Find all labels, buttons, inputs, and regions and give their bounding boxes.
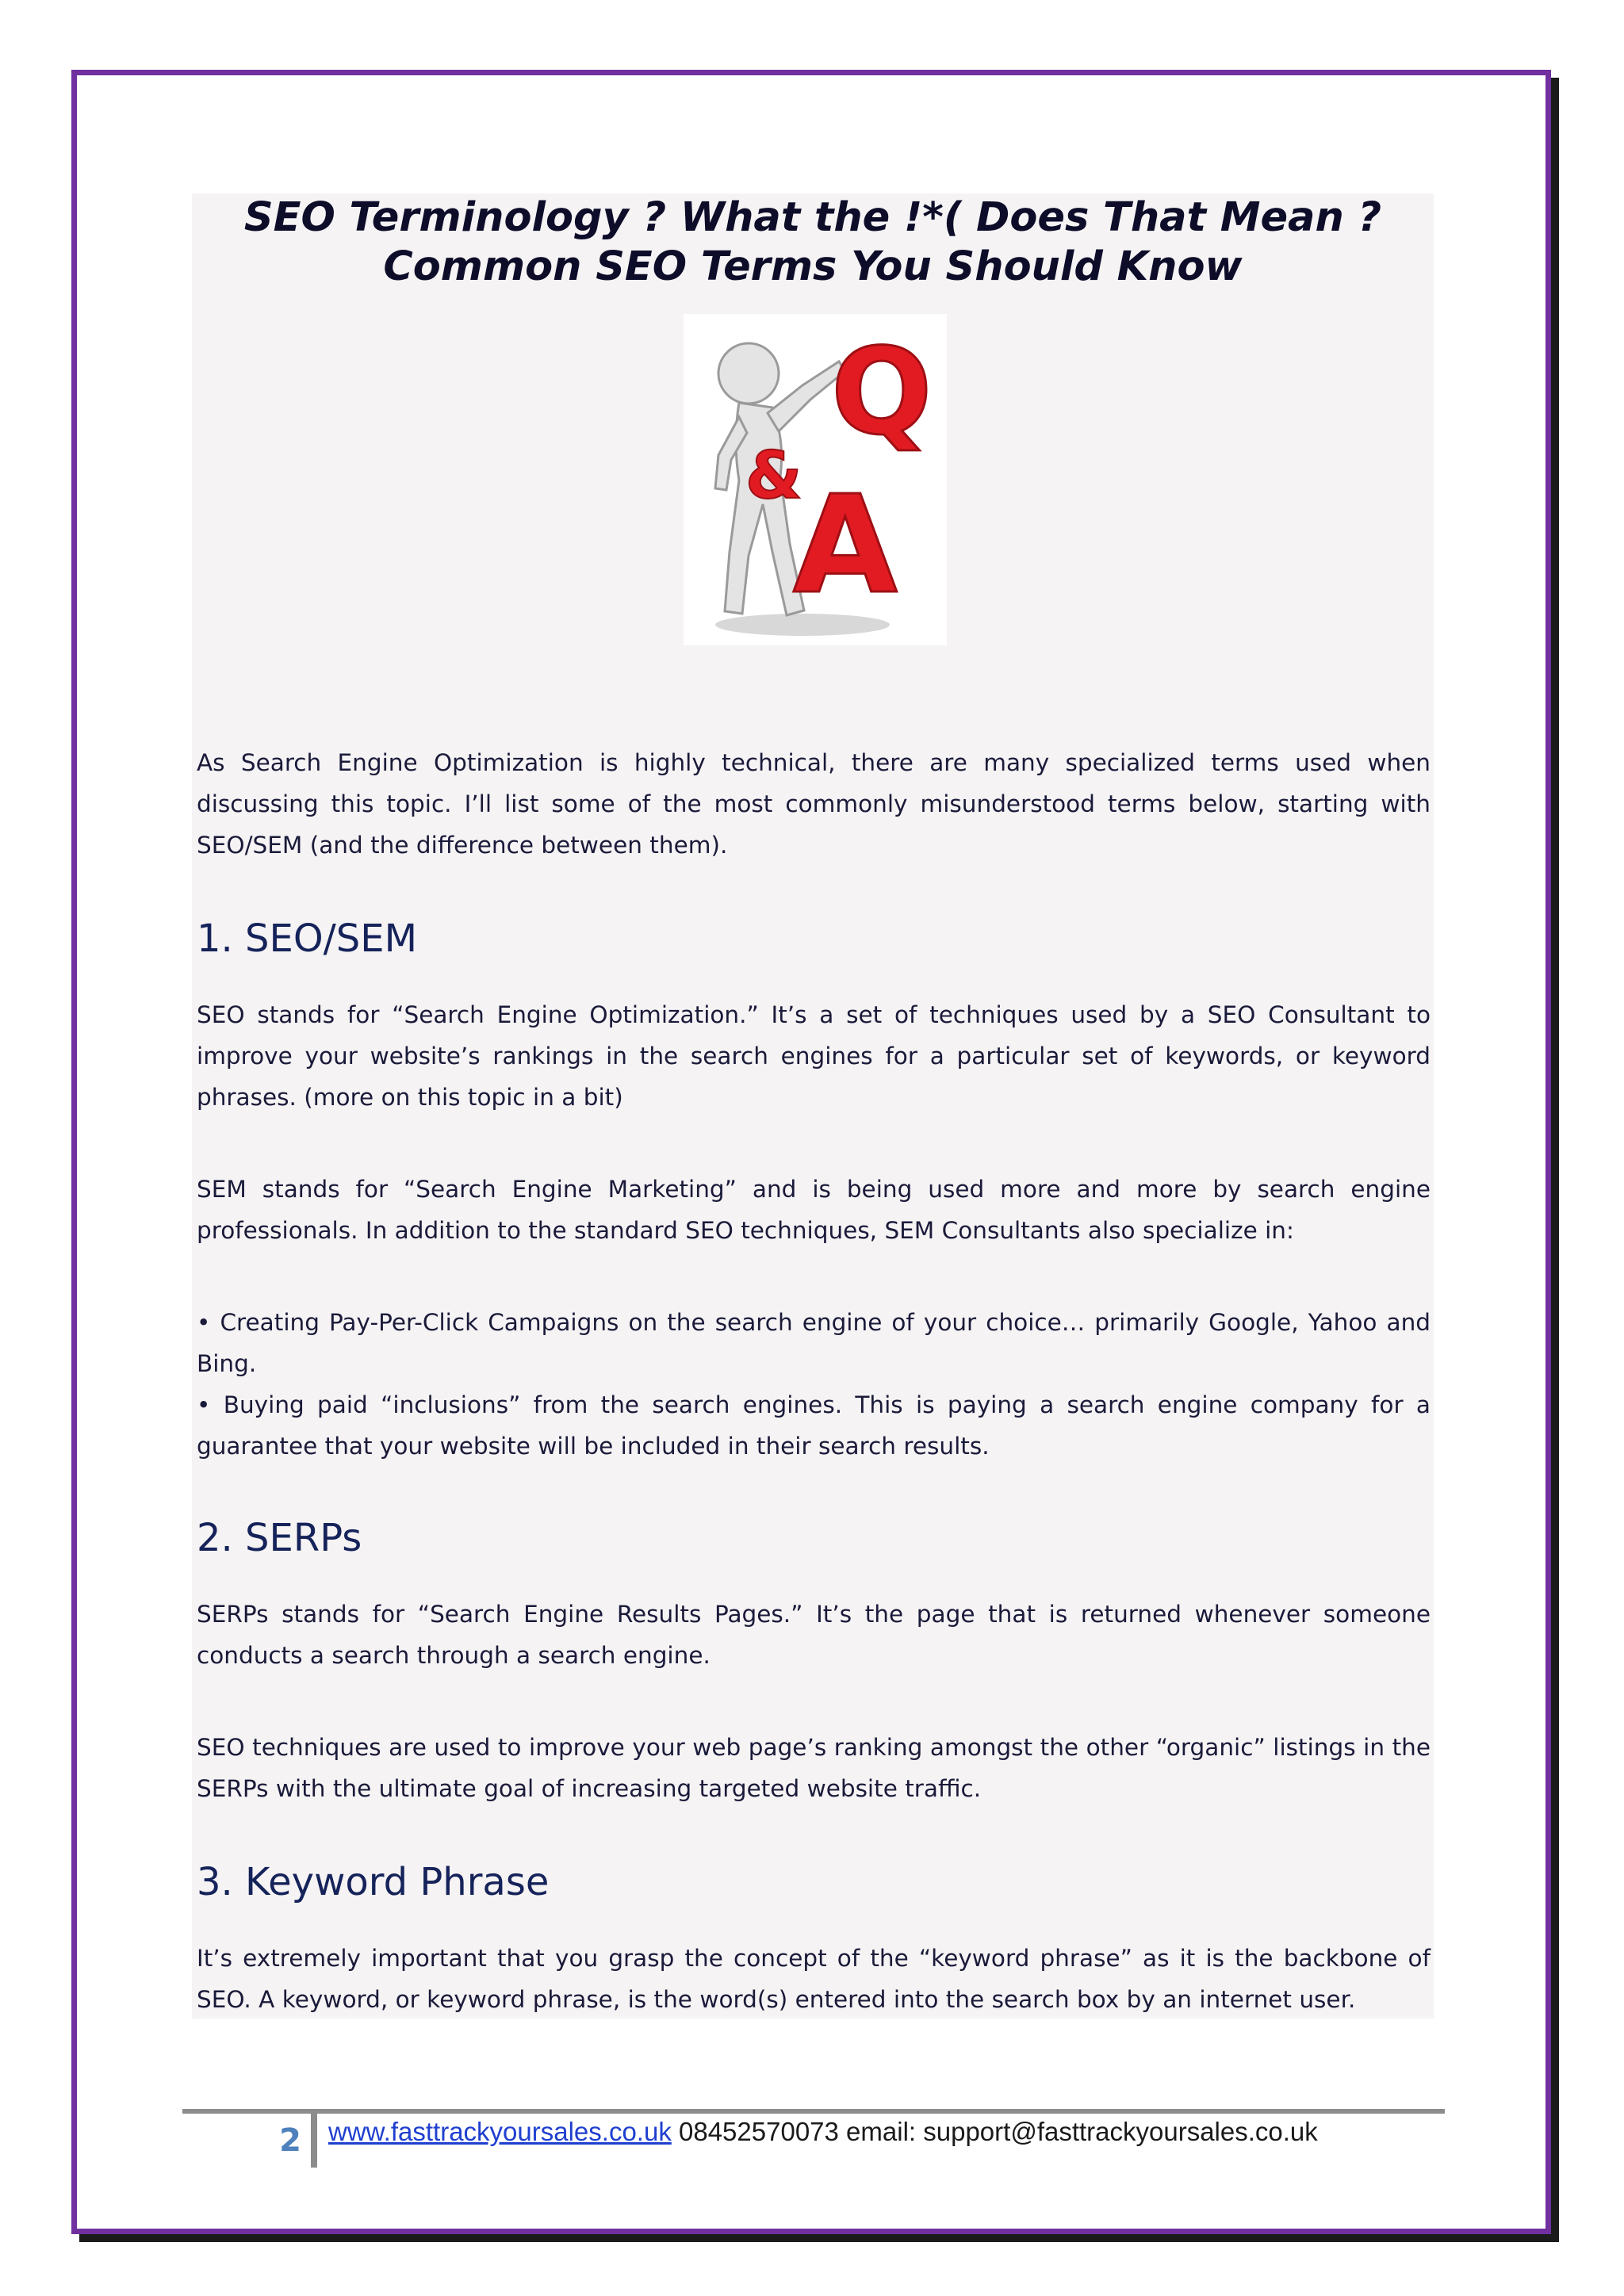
section-heading-serps: 2. SERPs: [197, 1516, 362, 1560]
bullet-paid-inclusions: • Buying paid “inclusions” from the search engines. This is paying a search engine company for a guarantee that your website will be included in their search results.: [197, 1391, 1431, 1460]
seo-definition-paragraph: SEO stands for “Search Engine Optimization.” It’s a set of techniques used by a SEO Consultant to improve your website’s rankings in the search engines for a particular set of keywords, or keyword phrases. (more on this topic in a bit): [197, 1001, 1431, 1111]
serps-definition-paragraph: SERPs stands for “Search Engine Results Pages.” It’s the page that is returned whenever someone conducts a search through a search engine.: [197, 1601, 1431, 1669]
document-body: [192, 193, 1434, 2019]
footer-phone-email: 08452570073 email: support@fasttrackyoursales.co.uk: [671, 2117, 1318, 2146]
footer-divider: [311, 2112, 317, 2168]
section-heading-seo-sem: 1. SEO/SEM: [197, 916, 418, 961]
a-letter: A: [793, 467, 898, 624]
page-number: 2: [279, 2122, 301, 2159]
keyword-phrase-paragraph: It’s extremely important that you grasp the concept of the “keyword phrase” as it is the backbone of SEO. A keyword, or keyword phrase, is the word(s) entered into the search box by an internet user.: [197, 1945, 1431, 2013]
sem-definition-paragraph: SEM stands for “Search Engine Marketing” and is being used more and more by search engine professionals. In addition to the standard SEO techniques, SEM Consultants also specialize in:: [197, 1176, 1431, 1244]
section-heading-keyword-phrase: 3. Keyword Phrase: [197, 1860, 550, 1904]
qa-illustration: [684, 314, 947, 645]
footer-contact: [328, 2112, 1318, 2152]
website-link[interactable]: www.fasttrackyoursales.co.uk: [328, 2117, 672, 2146]
bullet-ppc-campaigns: • Creating Pay-Per-Click Campaigns on the search engine of your choice… primarily Google, Yahoo and Bing.: [197, 1309, 1431, 1377]
ampersand-letter: &: [745, 438, 802, 514]
intro-paragraph: As Search Engine Optimization is highly technical, there are many specialized terms used when discussing this topic. I’ll list some of the most commonly misunderstood terms below, starting with SEO/SEM (and the difference between them).: [197, 749, 1431, 859]
document-title: SEO Terminology ? What the !*( Does That Mean ? Common SEO Terms You Should Know: [243, 194, 1382, 290]
seo-techniques-paragraph: SEO techniques are used to improve your web page’s ranking amongst the other “organic” listings in the SERPs with the ultimate goal of increasing targeted website traffic.: [197, 1734, 1431, 1802]
q-letter: Q: [831, 323, 933, 461]
